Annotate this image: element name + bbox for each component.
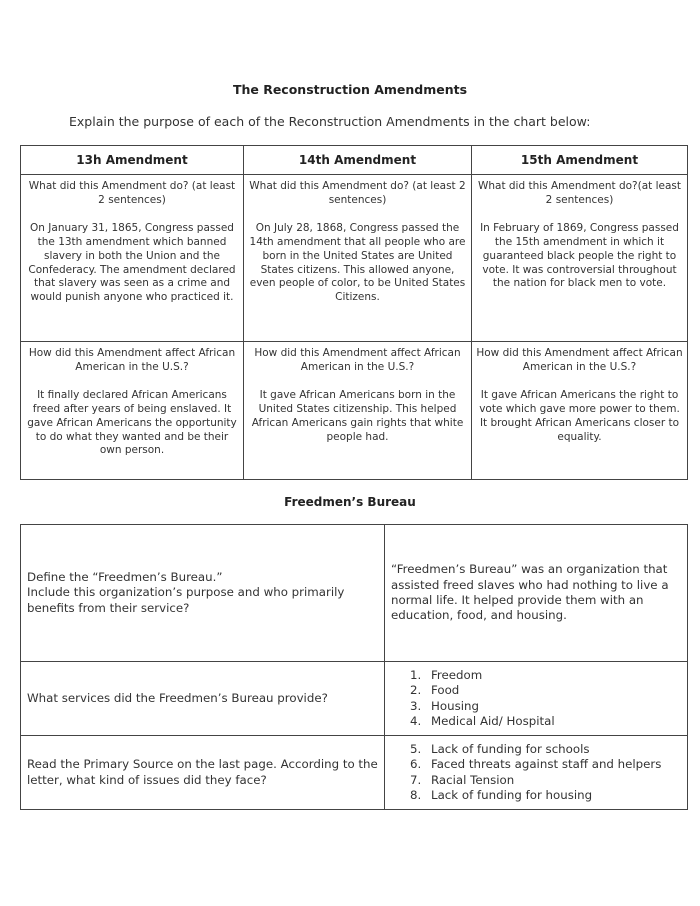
services-list [391,668,681,730]
answer-text: In February of 1869, Congress passed the 15th amendment in which it guaranteed black people the right to vote. It was controversial throughout the nation for black men to vote. [480,221,679,290]
answer-text: It gave African Americans born in the United States citizenship. This helped African Americans gain rights that white people had. [251,388,464,443]
list-item: 6. Faced threats against staff and helpers [425,757,681,772]
fb-issues-prompt: Read the Primary Source on the last page. According to the letter, what kind of issues did they face? [21,736,385,810]
answer-text: It gave African Americans the right to vote which gave more power to them. It brought African Americans closer to equality. [479,388,680,443]
amendments-row-purpose [21,175,688,342]
list-item: 5. Lack of funding for schools [425,742,681,757]
cell-14th-purpose [244,175,472,342]
header-15th-amendment: 15th Amendment [472,146,688,175]
fb-row-issues [21,736,688,810]
answer-text: On January 31, 1865, Congress passed the 13th amendment which banned slavery in both the Union and the Confederacy. The amendment declared that slavery was seen as a crime and would punish anyone who practiced it. [28,221,236,304]
fb-define-answer: “Freedmen’s Bureau” was an organization that assisted freed slaves who had nothing to live a normal life. It helped provide them with an education, food, and housing. [385,525,688,662]
fb-define-prompt [21,525,385,662]
list-item: 7. Racial Tension [425,773,681,788]
answer-text: It finally declared African Americans freed after years of being enslaved. It gave African Americans the opportunity to do what they wanted and be their own person. [27,388,237,457]
section-title-freedmens-bureau: Freedmen’s Bureau [284,495,416,509]
question-text: What did this Amendment do? (at least 2 sentences) [249,180,466,206]
cell-15th-effect [472,342,688,480]
question-text: What did this Amendment do?(at least 2 sentences) [477,180,682,206]
fb-row-services [21,662,688,736]
question-text: How did this Amendment affect African American in the U.S.? [476,347,683,373]
fb-services-answer [385,662,688,736]
page-title: The Reconstruction Amendments [232,82,468,97]
fb-issues-answer [385,736,688,810]
cell-13th-purpose [21,175,244,342]
prompt-line: Include this organization’s purpose and who primarily benefits from their service? [27,585,345,615]
freedmens-bureau-table [20,524,688,810]
cell-14th-effect [244,342,472,480]
answer-text: On July 28, 1868, Congress passed the 14th amendment that all people who are born in the United States are United States citizens. This allowed anyone, even people of color, to be United States Citizens. [249,221,466,304]
question-text: How did this Amendment affect African American in the U.S.? [28,347,236,373]
header-14th-amendment: 14th Amendment [244,146,472,175]
issues-list [391,742,681,804]
header-13th-amendment: 13h Amendment [21,146,244,175]
cell-13th-effect [21,342,244,480]
instructions: Explain the purpose of each of the Reconstruction Amendments in the chart below: [69,114,591,129]
fb-services-prompt: What services did the Freedmen’s Bureau provide? [21,662,385,736]
list-item: 2. Food [425,683,681,698]
amendments-table [20,145,688,480]
list-item: 4. Medical Aid/ Hospital [425,714,681,729]
question-text: How did this Amendment affect African American in the U.S.? [254,347,461,373]
list-item: 1. Freedom [425,668,681,683]
fb-row-define [21,525,688,662]
question-text: What did this Amendment do? (at least 2 sentences) [28,180,236,206]
list-item: 3. Housing [425,699,681,714]
prompt-line: Define the “Freedmen’s Bureau.” [27,569,223,584]
cell-15th-purpose [472,175,688,342]
amendments-header-row [21,146,688,175]
list-item: 8. Lack of funding for housing [425,788,681,803]
amendments-row-effect [21,342,688,480]
